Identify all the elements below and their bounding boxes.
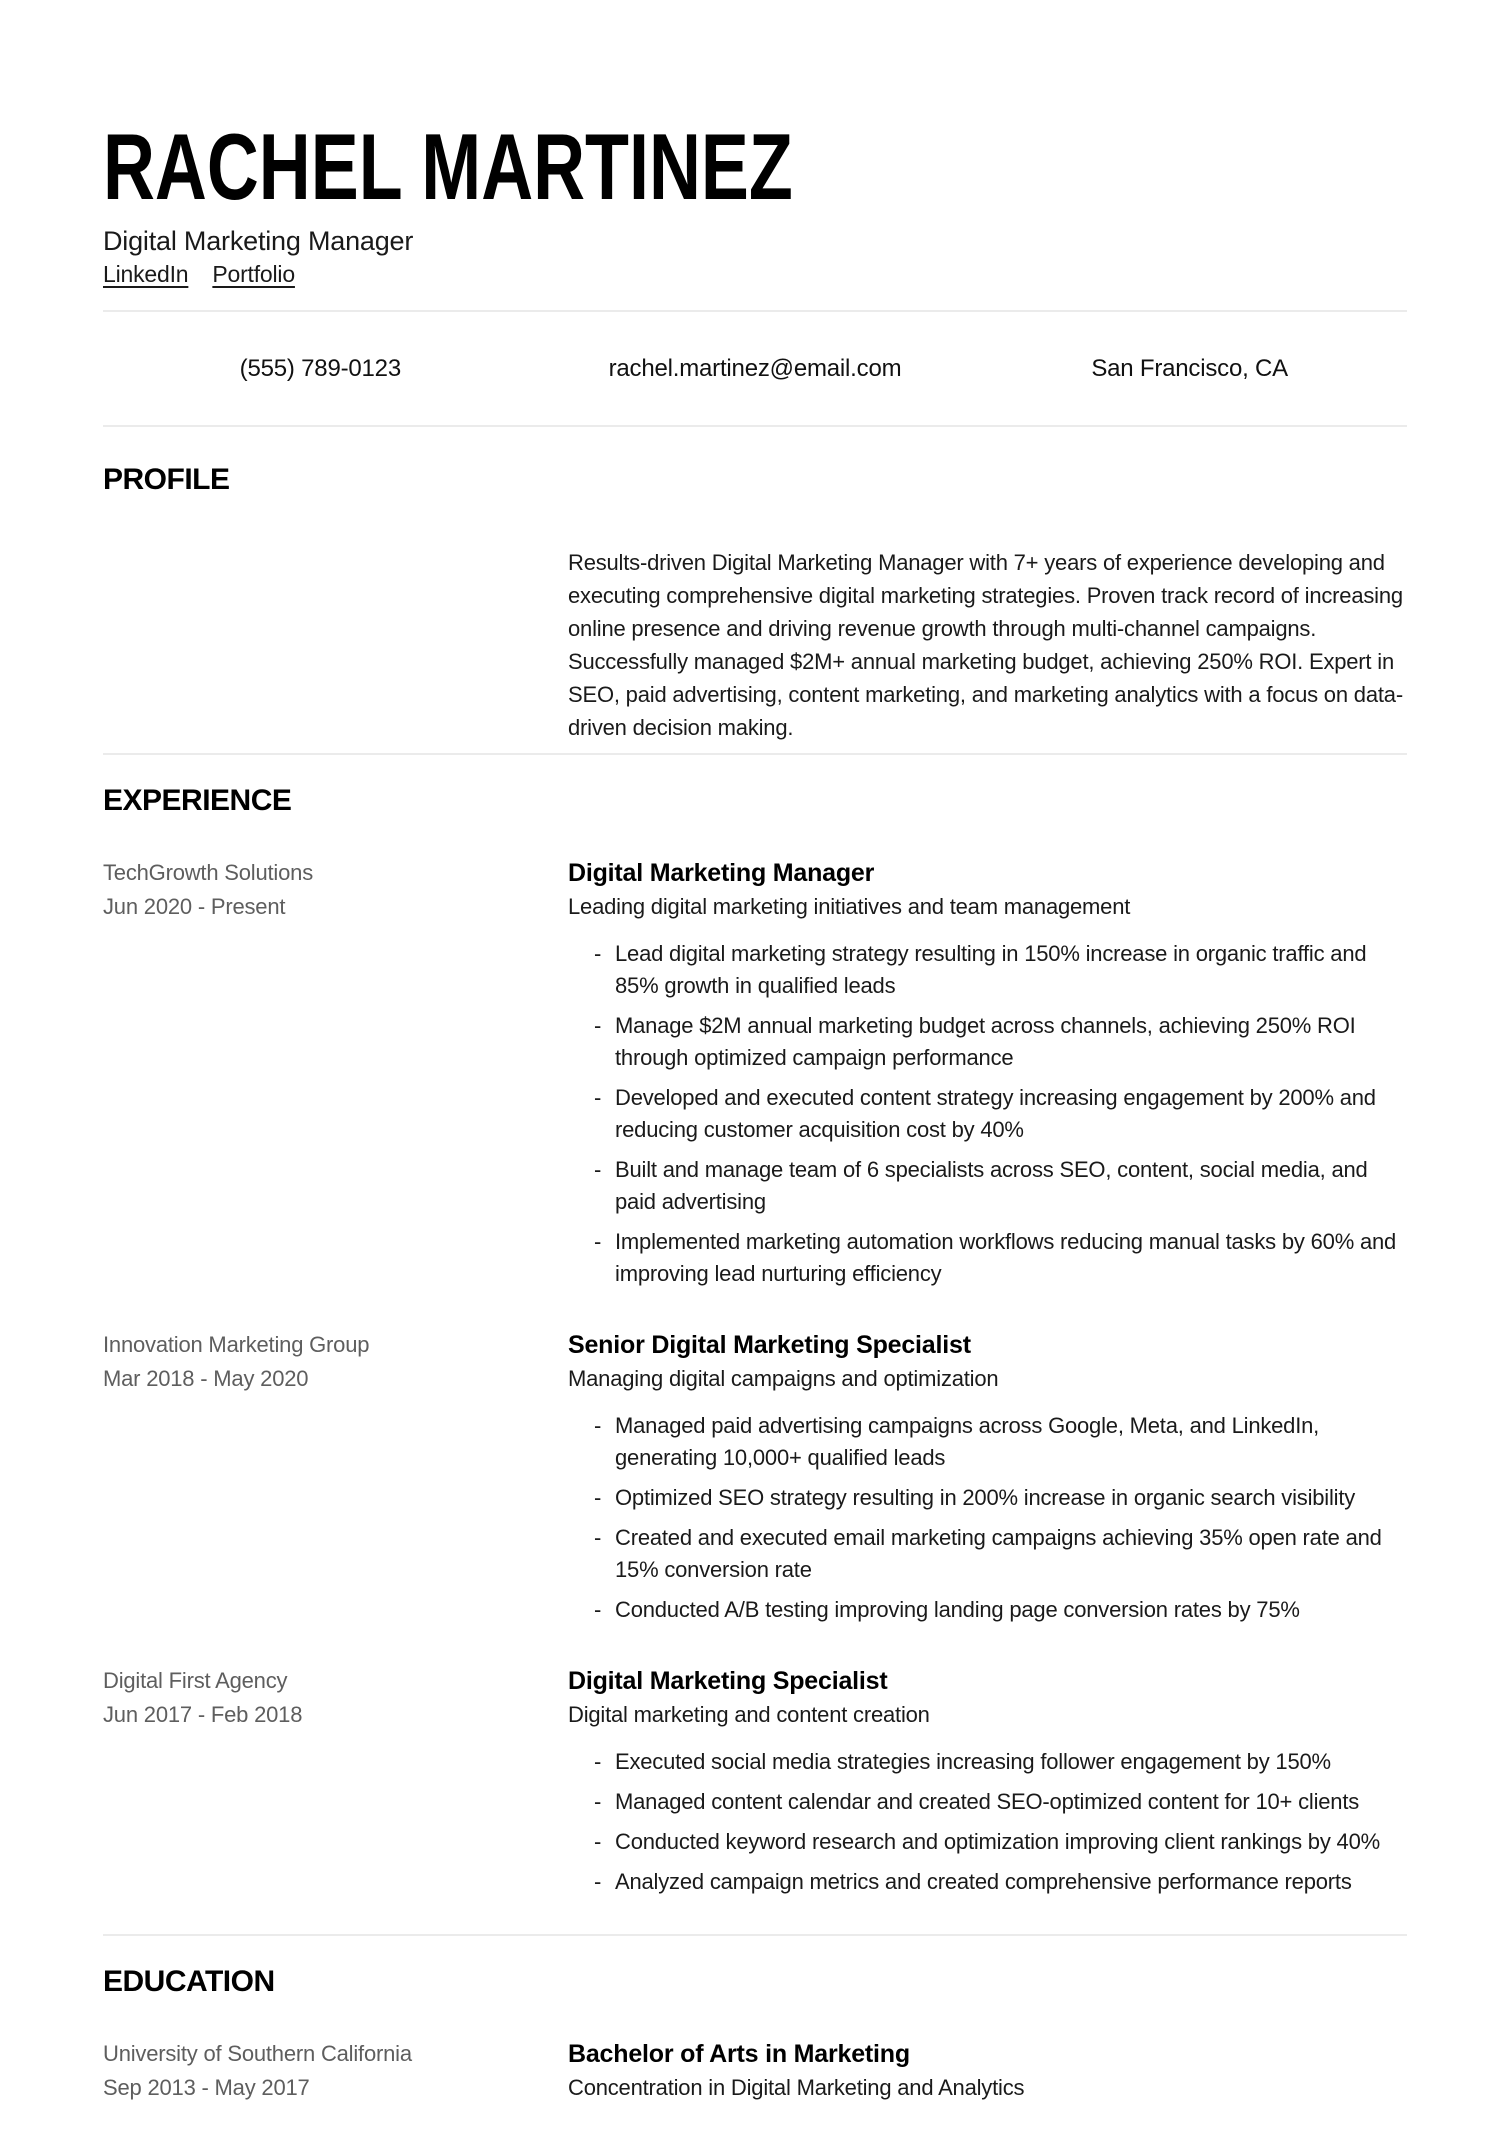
job-summary: Leading digital marketing initiatives and team management (568, 894, 1131, 920)
bullet-item (594, 1522, 1407, 1586)
bullet-item (594, 938, 1407, 1002)
bullet-dash: - (594, 1485, 602, 1511)
bullet-item (594, 1826, 1407, 1858)
job-dates: Jun 2017 - Feb 2018 (103, 1702, 303, 1728)
bullet-dash: - (594, 1789, 602, 1815)
contact-phone: (555) 789-0123 (239, 355, 401, 383)
job-detail (568, 1328, 1407, 1634)
education-meta (103, 2037, 568, 2105)
bullet-text: Created and executed email marketing campaigns achieving 35% open rate and 15% conversion rate (615, 1525, 1382, 1583)
contact-email: rachel.martinez@email.com (608, 355, 902, 383)
bullet-dash: - (594, 1597, 602, 1623)
bullet-item (594, 1866, 1407, 1898)
bullet-dash: - (594, 1085, 602, 1111)
education-entry (103, 2037, 1407, 2105)
education-concentration: Concentration in Digital Marketing and Analytics (568, 2075, 1025, 2101)
job-meta (103, 1328, 568, 1396)
bullet-item (594, 1594, 1407, 1626)
bullet-dash: - (594, 1229, 602, 1255)
experience-entry (103, 856, 1407, 1298)
experience-entry (103, 1328, 1407, 1634)
bullet-item (594, 1154, 1407, 1218)
bullet-item (594, 1746, 1407, 1778)
job-detail (568, 1664, 1407, 1906)
education-heading: EDUCATION (103, 1965, 275, 1999)
bullet-text: Conducted keyword research and optimization improving client rankings by 40% (615, 1829, 1380, 1855)
bullet-item (594, 1226, 1407, 1290)
job-dates: Jun 2020 - Present (103, 894, 286, 920)
bullet-dash: - (594, 1829, 602, 1855)
bullet-dash: - (594, 1749, 602, 1775)
job-summary: Managing digital campaigns and optimization (568, 1366, 999, 1392)
divider (103, 753, 1407, 755)
experience-heading: EXPERIENCE (103, 784, 292, 818)
header-links (103, 260, 1407, 288)
profile-heading: PROFILE (103, 463, 230, 497)
bullet-text: Implemented marketing automation workflows reducing manual tasks by 60% and improving lead nurturing efficiency (615, 1229, 1397, 1287)
candidate-name: RACHEL MARTINEZ (103, 114, 793, 219)
experience-entry (103, 1664, 1407, 1906)
job-company: Digital First Agency (103, 1668, 288, 1694)
contact-location: San Francisco, CA (1091, 355, 1288, 383)
bullet-item (594, 1786, 1407, 1818)
bullet-text: Lead digital marketing strategy resulting in 150% increase in organic traffic and 85% growth in qualified leads (615, 941, 1367, 999)
bullet-text: Manage $2M annual marketing budget across channels, achieving 250% ROI through optimized campaign performance (615, 1013, 1356, 1071)
bullet-text: Conducted A/B testing improving landing page conversion rates by 75% (615, 1597, 1300, 1623)
divider (103, 1934, 1407, 1936)
bullet-dash: - (594, 1869, 602, 1895)
job-summary: Digital marketing and content creation (568, 1702, 930, 1728)
bullet-item (594, 1410, 1407, 1474)
bullet-dash: - (594, 1013, 602, 1039)
bullet-text: Developed and executed content strategy increasing engagement by 200% and reducing customer acquisition cost by 40% (615, 1085, 1376, 1143)
bullet-text: Executed social media strategies increasing follower engagement by 150% (615, 1749, 1331, 1775)
profile-section (103, 546, 1407, 744)
bullet-item (594, 1482, 1407, 1514)
job-role: Senior Digital Marketing Specialist (568, 1331, 971, 1360)
education-dates: Sep 2013 - May 2017 (103, 2075, 310, 2101)
education-degree: Bachelor of Arts in Marketing (568, 2040, 910, 2069)
resume-header (103, 114, 1407, 288)
bullet-item (594, 1010, 1407, 1074)
portfolio-link[interactable]: Portfolio (212, 261, 295, 288)
bullet-dash: - (594, 1413, 602, 1439)
linkedin-link[interactable]: LinkedIn (103, 261, 189, 288)
job-bullets (594, 938, 1407, 1290)
job-company: TechGrowth Solutions (103, 860, 313, 886)
divider (103, 425, 1407, 427)
education-detail-block (568, 2037, 1407, 2105)
education-school: University of Southern California (103, 2041, 412, 2067)
bullet-dash: - (594, 1525, 602, 1551)
candidate-title: Digital Marketing Manager (103, 226, 414, 256)
bullet-item (594, 1082, 1407, 1146)
job-meta (103, 856, 568, 924)
bullet-dash: - (594, 1157, 602, 1183)
job-detail (568, 856, 1407, 1298)
bullet-text: Managed paid advertising campaigns across Google, Meta, and LinkedIn, generating 10,000+ qualified leads (615, 1413, 1320, 1471)
contact-row (103, 312, 1407, 425)
job-bullets (594, 1410, 1407, 1626)
job-role: Digital Marketing Specialist (568, 1667, 888, 1696)
bullet-text: Analyzed campaign metrics and created comprehensive performance reports (615, 1869, 1352, 1895)
job-dates: Mar 2018 - May 2020 (103, 1366, 309, 1392)
bullet-text: Optimized SEO strategy resulting in 200% increase in organic search visibility (615, 1485, 1356, 1511)
job-company: Innovation Marketing Group (103, 1332, 370, 1358)
profile-summary: Results-driven Digital Marketing Manager with 7+ years of experience developing and executing comprehensive digital marketing strategies. Proven track record of increasing online presence and driving revenue growth through multi-channel campaigns. Successfully managed $2M+ annual marketing budget, achieving 250% ROI. Expert in SEO, paid advertising, content marketing, and marketing analytics with a focus on data-driven decision making. (568, 550, 1403, 741)
bullet-text: Built and manage team of 6 specialists across SEO, content, social media, and paid advertising (615, 1157, 1368, 1215)
job-bullets (594, 1746, 1407, 1898)
bullet-dash: - (594, 941, 602, 967)
job-role: Digital Marketing Manager (568, 859, 875, 888)
bullet-text: Managed content calendar and created SEO-optimized content for 10+ clients (615, 1789, 1360, 1815)
job-meta (103, 1664, 568, 1732)
